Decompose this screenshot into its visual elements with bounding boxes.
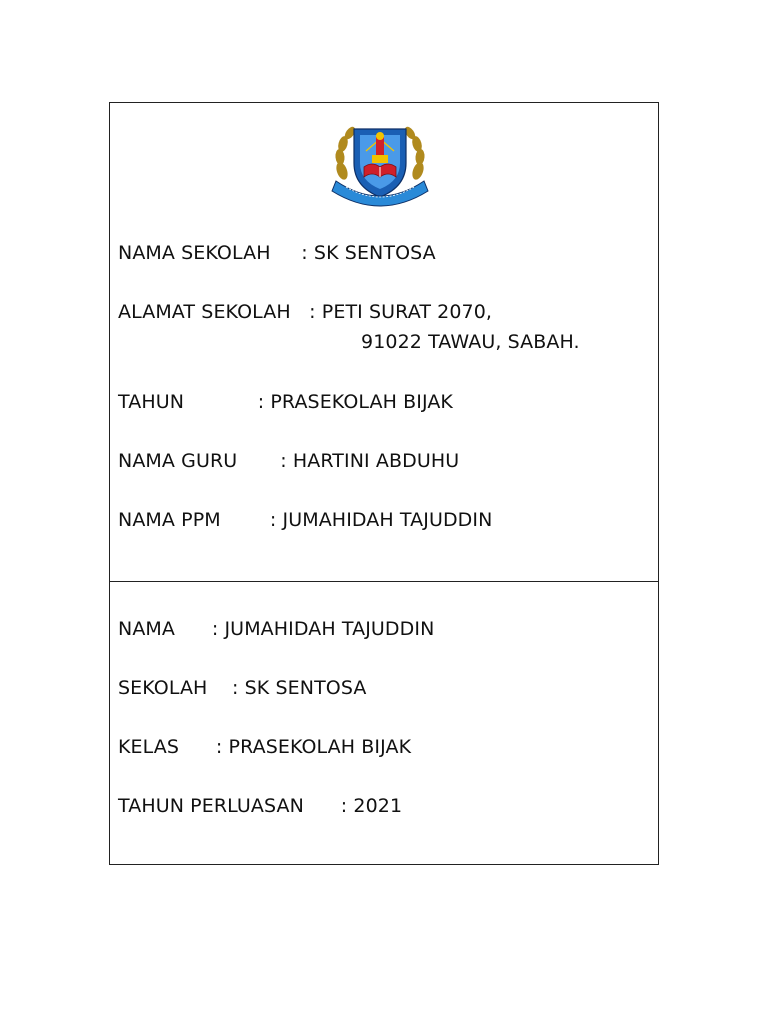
school-name-line: NAMA SEKOLAH : SK SENTOSA bbox=[118, 242, 436, 264]
expansion-year-line: TAHUN PERLUASAN : 2021 bbox=[118, 795, 403, 817]
student-school-line: SEKOLAH : SK SENTOSA bbox=[118, 677, 367, 699]
school-address-line-1: ALAMAT SEKOLAH : PETI SURAT 2070, bbox=[118, 301, 493, 323]
document-frame bbox=[109, 102, 659, 865]
school-address-line-2: 91022 TAWAU, SABAH. bbox=[361, 331, 580, 353]
student-name-line: NAMA : JUMAHIDAH TAJUDDIN bbox=[118, 618, 435, 640]
year-line: TAHUN : PRASEKOLAH BIJAK bbox=[118, 391, 453, 413]
ppm-name-line: NAMA PPM : JUMAHIDAH TAJUDDIN bbox=[118, 509, 493, 531]
student-class-line: KELAS : PRASEKOLAH BIJAK bbox=[118, 736, 412, 758]
teacher-name-line: NAMA GURU : HARTINI ABDUHU bbox=[118, 450, 460, 472]
section-divider bbox=[110, 581, 658, 582]
school-crest-icon bbox=[328, 111, 432, 215]
